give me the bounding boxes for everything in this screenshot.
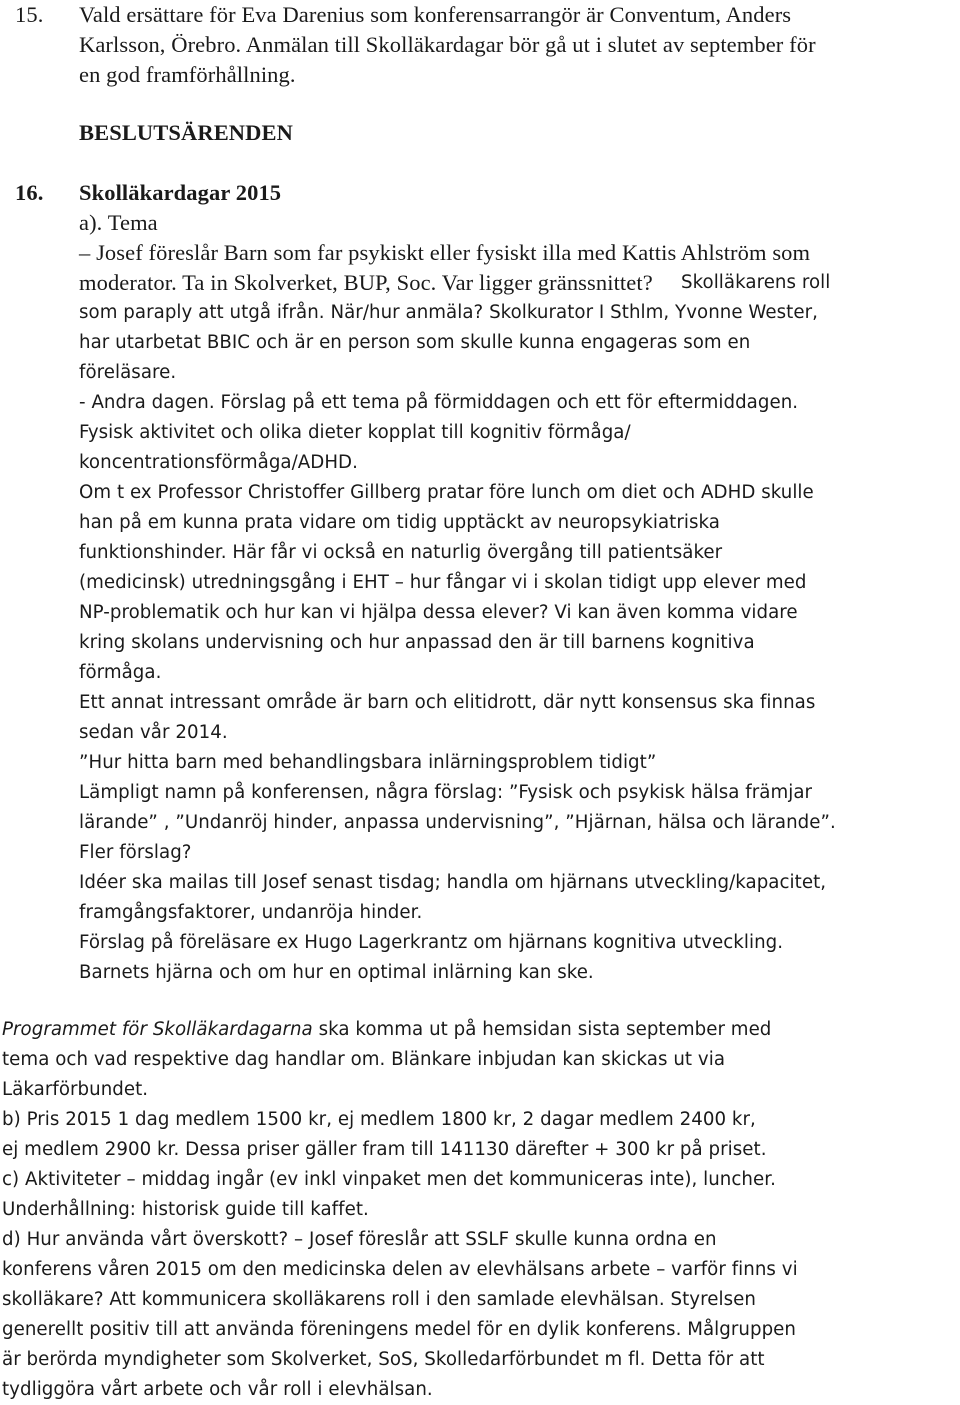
- section-15-line: Karlsson, Örebro. Anmälan till Skolläkardagar bör gå ut i slutet av september för: [79, 32, 816, 57]
- tema-line: – Josef föreslår Barn som far psykiskt eller fysiskt illa med Kattis Ahlström som: [79, 240, 811, 265]
- subsection-a-label: a). Tema: [79, 210, 158, 235]
- tema-line: han på em kunna prata vidare om tidig upptäckt av neuropsykiatriska: [79, 512, 720, 533]
- body-line: d) Hur använda vårt överskott? – Josef föreslår att SSLF skulle kunna ordna en: [2, 1229, 717, 1250]
- heading-beslutsarenden: BESLUTSÄRENDEN: [79, 120, 293, 145]
- body-line: b) Pris 2015 1 dag medlem 1500 kr, ej medlem 1800 kr, 2 dagar medlem 2400 kr,: [2, 1109, 756, 1130]
- body-line: skolläkare? Att kommunicera skolläkarens roll i den samlade elevhälsan. Styrelsen: [2, 1289, 756, 1310]
- program-line-rest: ska komma ut på hemsidan sista september med: [312, 1019, 772, 1040]
- body-line: c) Aktiviteter – middag ingår (ev inkl vinpaket men det kommuniceras inte), luncher.: [2, 1169, 776, 1190]
- tema-line: moderator. Ta in Skolverket, BUP, Soc. Var ligger gränssnittet?: [79, 270, 653, 295]
- tema-line: Lämpligt namn på konferensen, några förslag: ”Fysisk och psykisk hälsa främjar: [79, 782, 813, 803]
- tema-line: Om t ex Professor Christoffer Gillberg pratar före lunch om diet och ADHD skulle: [79, 482, 814, 503]
- tema-line: Fler förslag?: [79, 842, 192, 863]
- body-line: är berörda myndigheter som Skolverket, SoS, Skolledarförbundet m fl. Detta för att: [2, 1349, 765, 1370]
- tema-line: ”Hur hitta barn med behandlingsbara inlärningsproblem tidigt”: [79, 752, 657, 773]
- body-line: tema och vad respektive dag handlar om. Blänkare inbjudan kan skickas ut via: [2, 1049, 726, 1070]
- tema-line-tail: Skolläkarens roll: [681, 272, 831, 293]
- body-line: generellt positiv till att använda föreningens medel för en dylik konferens. Målgruppen: [2, 1319, 796, 1340]
- body-line: tydliggöra vårt arbete och vår roll i elevhälsan.: [2, 1379, 433, 1400]
- tema-line: Barnets hjärna och om hur en optimal inlärning kan ske.: [79, 962, 594, 983]
- tema-line: förmåga.: [79, 662, 162, 683]
- section-16-title: Skolläkardagar 2015: [79, 180, 282, 205]
- body-line: Läkarförbundet.: [2, 1079, 149, 1100]
- tema-line: Idéer ska mailas till Josef senast tisdag; handla om hjärnans utveckling/kapacitet,: [79, 872, 827, 893]
- tema-line: koncentrationsförmåga/ADHD.: [79, 452, 358, 473]
- tema-line: Ett annat intressant område är barn och elitidrott, där nytt konsensus ska finnas: [79, 692, 816, 713]
- tema-line: funktionshinder. Här får vi också en naturlig övergång till patientsäker: [79, 542, 723, 563]
- tema-line: Förslag på föreläsare ex Hugo Lagerkrantz om hjärnans kognitiva utveckling.: [79, 932, 784, 953]
- tema-line: som paraply att utgå ifrån. När/hur anmäla? Skolkurator I Sthlm, Yvonne Wester,: [79, 302, 818, 323]
- body-line: konferens våren 2015 om den medicinska delen av elevhälsans arbete – varför finns vi: [2, 1259, 798, 1280]
- section-15-line: Vald ersättare för Eva Darenius som konferensarrangör är Conventum, Anders: [79, 2, 792, 27]
- tema-line: (medicinsk) utredningsgång i EHT – hur fångar vi i skolan tidigt upp elever med: [79, 572, 807, 593]
- program-title-italic: Programmet för Skolläkardagarna: [2, 1019, 313, 1040]
- tema-line: - Andra dagen. Förslag på ett tema på förmiddagen och ett för eftermiddagen.: [79, 392, 799, 413]
- section-15-line: en god framförhållning.: [79, 62, 296, 87]
- tema-line: lärande” , ”Undanröj hinder, anpassa undervisning”, ”Hjärnan, hälsa och lärande”.: [79, 812, 836, 833]
- tema-line: har utarbetat BBIC och är en person som skulle kunna engageras som en: [79, 332, 751, 353]
- body-line: Underhållning: historisk guide till kaffet.: [2, 1199, 369, 1220]
- tema-line: föreläsare.: [79, 362, 177, 383]
- tema-line: Fysisk aktivitet och olika dieter kopplat till kognitiv förmåga/: [79, 422, 631, 443]
- item-number-15: 15.: [15, 2, 44, 27]
- tema-line: framgångsfaktorer, undanröja hinder.: [79, 902, 423, 923]
- program-line: [2, 1015, 771, 1045]
- tema-line: sedan vår 2014.: [79, 722, 228, 743]
- tema-line: NP-problematik och hur kan vi hjälpa dessa elever? Vi kan även komma vidare: [79, 602, 798, 623]
- item-number-16: 16.: [15, 180, 44, 205]
- body-line: ej medlem 2900 kr. Dessa priser gäller fram till 141130 därefter + 300 kr på priset.: [2, 1139, 767, 1160]
- tema-line: kring skolans undervisning och hur anpassad den är till barnens kognitiva: [79, 632, 755, 653]
